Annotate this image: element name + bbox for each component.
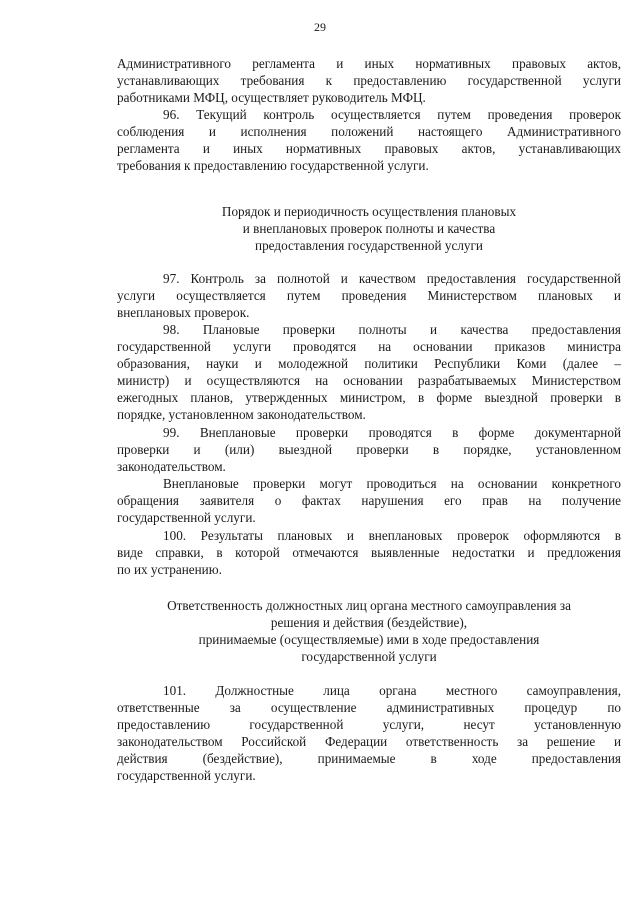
- text-line: устанавливающих требования к предоставлению государственной услуги: [117, 73, 621, 88]
- section-heading: и внеплановых проверок полноты и качества: [242, 221, 496, 236]
- text-line: 96. Текущий контроль осуществляется путем проведения проверок: [163, 107, 621, 122]
- text-line: соблюдения и исполнения положений настоящего Административного: [117, 124, 621, 139]
- text-line: действия (бездействие), принимаемые в ходе предоставления: [117, 751, 621, 766]
- text-line: предоставлению государственной услуги, несут установленную: [117, 717, 621, 732]
- section-heading: принимаемые (осуществляемые) ими в ходе предоставления: [198, 632, 540, 647]
- text-line: законодательством Российской Федерации ответственность за решение и: [117, 734, 621, 749]
- section-heading: Ответственность должностных лиц органа местного самоуправления за: [167, 598, 571, 613]
- text-line: образования, науки и молодежной политики Республики Коми (далее –: [117, 356, 621, 371]
- text-line: государственной услуги.: [117, 510, 256, 525]
- text-line: 101. Должностные лица органа местного самоуправления,: [163, 683, 621, 698]
- text-line: виде справки, в которой отмечаются выявленные недостатки и предложения: [117, 545, 621, 560]
- text-line: внеплановых проверок.: [117, 305, 250, 320]
- text-line: работниками МФЦ, осуществляет руководитель МФЦ.: [117, 90, 426, 105]
- text-line: ответственные за осуществление административных процедур по: [117, 700, 621, 715]
- text-line: проверки и (или) выездной проверки в порядке, установленном: [117, 442, 621, 457]
- text-line: государственной услуги.: [117, 768, 256, 783]
- text-line: 100. Результаты плановых и внеплановых проверок оформляются в: [163, 528, 621, 543]
- text-line: законодательством.: [117, 459, 226, 474]
- text-line: Административного регламента и иных нормативных правовых актов,: [117, 56, 621, 71]
- section-heading: государственной услуги: [301, 649, 437, 664]
- text-line: Внеплановые проверки могут проводиться на основании конкретного: [163, 476, 621, 491]
- text-line: услуги осуществляется путем проведения Министерством плановых и: [117, 288, 621, 303]
- text-line: 97. Контроль за полнотой и качеством предоставления государственной: [163, 271, 621, 286]
- section-heading: предоставления государственной услуги: [255, 238, 483, 253]
- text-line: обращения заявителя о фактах нарушения его прав на получение: [117, 493, 621, 508]
- text-line: 98. Плановые проверки полноты и качества предоставления: [163, 322, 621, 337]
- text-line: по их устранению.: [117, 562, 222, 577]
- text-line: требования к предоставлению государственной услуги.: [117, 158, 429, 173]
- text-line: 99. Внеплановые проверки проводятся в форме документарной: [163, 425, 621, 440]
- text-line: регламента и иных нормативных правовых актов, устанавливающих: [117, 141, 621, 156]
- text-line: министр) и осуществляются на основании разрабатываемых Министерством: [117, 373, 621, 388]
- section-heading: решения и действия (бездействие),: [270, 615, 468, 630]
- text-line: ежегодных планов, утвержденных министром, в форме выездной проверки в: [117, 390, 621, 405]
- text-line: порядке, установленном законодательством.: [117, 407, 366, 422]
- page-number: 29: [314, 20, 326, 34]
- text-line: государственной услуги проводятся на основании приказов министра: [117, 339, 621, 354]
- section-heading: Порядок и периодичность осуществления плановых: [221, 204, 517, 219]
